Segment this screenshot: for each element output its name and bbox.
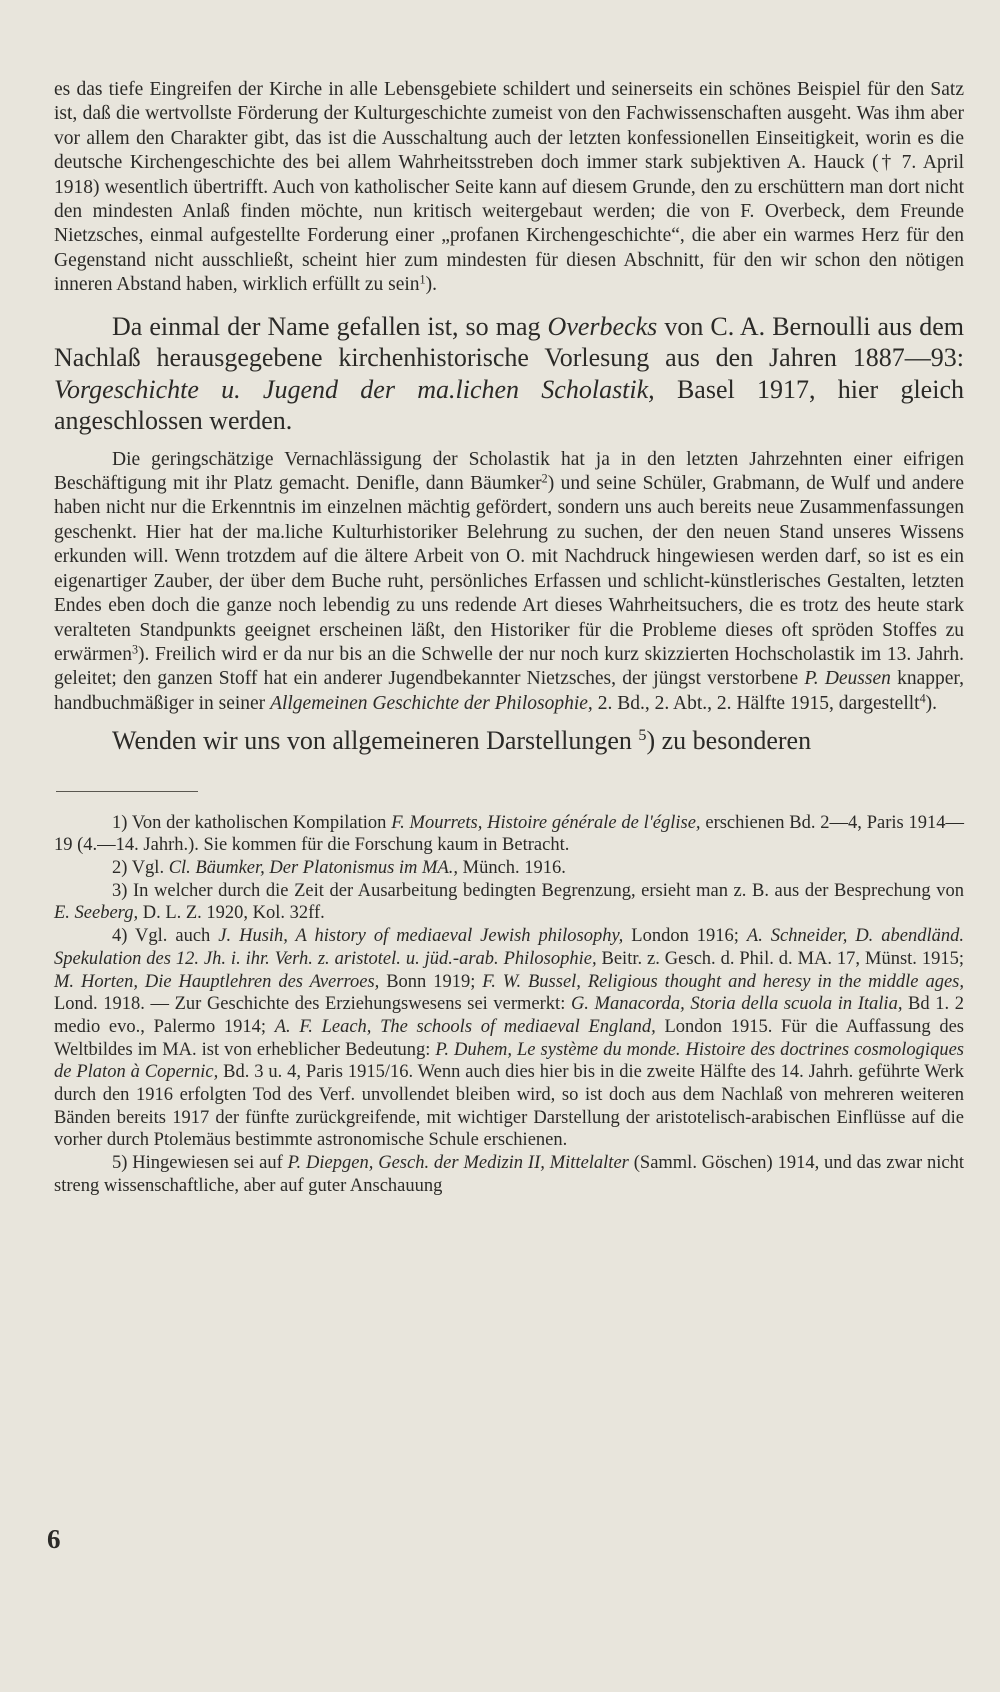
italic-run: M. Horten, Die Hauptlehren des Averroes, xyxy=(54,971,380,992)
text-run: (Samml. Göschen) 1914, und das zwar nicht streng wissenschaftliche, aber auf guter Anschauung xyxy=(54,1153,965,1196)
text-run: 4) Vgl. auch xyxy=(112,926,219,947)
footnote-1 xyxy=(54,812,964,857)
text-run: Beitr. z. Gesch. d. Phil. d. MA. 17, Münst. 1915; xyxy=(596,948,964,969)
footnote-5 xyxy=(54,1152,964,1197)
text-run: ) zu besonderen xyxy=(646,726,812,756)
text-run: Bonn 1919; xyxy=(379,971,483,992)
text-run: 2. Bd., 2. Abt., 2. Hälfte 1915, dargestellt xyxy=(592,692,920,714)
footnote-3 xyxy=(54,880,964,925)
italic-run: A. Schneider, D. abendländ. Spekulation des 12. Jh. i. ihr. Verh. z. aristotel. u. jüd.-arab. Philosophie, xyxy=(54,926,964,969)
paragraph-1-end: ). xyxy=(425,274,437,296)
italic-run: J. Husih, A history of mediaeval Jewish philosophy, xyxy=(218,926,624,947)
footnote-2 xyxy=(54,857,964,880)
italic-run: P. Duhem, Le système du monde. Histoire des doctrines cosmologiques de Platon à Copernic, xyxy=(54,1039,964,1083)
italic-run: G. Manacorda, Storia della scuola in Italia, xyxy=(570,994,903,1015)
italic-run: Cl. Bäumker, Der Platonismus im MA., xyxy=(168,858,459,879)
paragraph-scholastik xyxy=(54,448,964,716)
italic-run: F. Mourrets, Histoire générale de l'église, xyxy=(391,812,701,833)
text-run: von C. A. Bernoulli aus dem Nachlaß herausgegebene kirchenhistorische Vorlesung aus den Jahren 1887—93: xyxy=(54,311,964,373)
footnote-ref-4: 4 xyxy=(919,691,926,706)
text-run: ). xyxy=(925,692,938,714)
footnote-4 xyxy=(54,925,964,1152)
text-run: Münch. 1916. xyxy=(458,858,566,879)
italic-deussen-title: Allgemeinen Geschichte der Philosophie, xyxy=(270,692,593,714)
italic-overbecks: Overbecks xyxy=(547,311,658,341)
paragraph-wenden xyxy=(54,725,964,757)
text-run: ). Freilich wird er da nur bis an die Schwelle der nur noch kurz skizzierten Hochscholastik im 13. Jahrh. geleitet; den ganzen Stoff hat ein anderer Jugendbekannter Nietzsches, der jüngst verstorbene xyxy=(54,643,964,690)
text-run: Bd 1. 2 medio evo., Palermo 1914; xyxy=(54,994,964,1037)
italic-run: E. Seeberg, xyxy=(54,903,139,924)
text-run: ) und seine Schüler, Grabmann, de Wulf und andere haben nicht nur die Erkenntnis im einzelnen mächtig gefördert, sondern uns auch bereits neue Zusammenfassungen geschenkt. Hier hat der ma.liche Kulturhistoriker Belehrung zu suchen, der den neuen Stand unseres Wissens erkunden will. Wenn trotzdem auf die ältere Arbeit von O. mit Nachdruck hingewiesen werden darf, so ist es ein eigenartiger Zauber, der über dem Buche ruht, persönliches Erfassen und schlicht-künstlerisches Gestalten, letzten Endes eben doch die ganze noch lebendig zu uns redende Art dieses Wahrheitsuchers, die es trotz des heute stark veralteten Standpunkts geeignet erscheinen läßt, den Historiker für die Probleme dieses oft spröden Stoffes zu erwärmen xyxy=(54,473,964,665)
text-run: 1) Von der katholischen Kompilation xyxy=(112,812,392,833)
text-run: erschienen Bd. 2—4, Paris 1914—19 (4.—14. Jahrh.). Sie kommen für die Forschung kaum in Betracht. xyxy=(54,812,964,856)
text-run: London 1915. Für die Auffassung des Weltbildes im MA. ist von erheblicher Bedeutung: xyxy=(54,1016,964,1060)
page-number: 6 xyxy=(47,1524,61,1554)
text-run: 2) Vgl. xyxy=(112,858,169,879)
text-run: Die geringschätzige Vernachlässigung der Scholastik hat ja in den letzten Jahrzehnten einer eifrigen Beschäftigung mit ihr Platz gemacht. Denifle, dann Bäumker xyxy=(54,448,964,495)
paragraph-1 xyxy=(54,78,964,298)
footnote-ref-1: 1 xyxy=(419,272,426,287)
paragraph-1-text: es das tiefe Eingreifen der Kirche in alle Lebensgebiete schildert und seinerseits ein schönes Beispiel für den Satz ist, daß die wertvollste Förderung der Kulturgeschichte zumeist von den Fachwissenschaften ausgeht. Was ihm aber vor allem den Charakter gibt, das ist die Ausschaltung auch der letzten konfessionellen Einseitigkeit, worin es die deutsche Kirchengeschichte des bei allem Wahrheitsstreben doch immer stark subjektiven A. Hauck († 7. April 1918) wesentlich übertrifft. Auch von katholischer Seite kann auf diesem Grunde, den zu erschüttern man dort nicht den mindesten Anlaß finden möchte, nun kritisch weitergebaut werden; die von F. Overbeck, dem Freunde Nietzsches, einmal aufgestellte Forderung einer „profanen Kirchengeschichte“, die aber ein warmes Herz für den Gegenstand nicht ausschließt, scheint hier zum mindesten für diesen Abschnitt, für den wir schon den nötigen inneren Abstand haben, wirklich erfüllt zu sein xyxy=(54,79,964,296)
text-run: 5) Hingewiesen sei auf xyxy=(112,1153,288,1174)
italic-run: F. W. Bussel, Religious thought and heresy in the middle ages, xyxy=(482,971,964,992)
text-run: 3) In welcher durch die Zeit der Ausarbeitung bedingten Begrenzung, ersieht man z. B. aus der Besprechung von xyxy=(112,880,964,901)
italic-run: P. Diepgen, Gesch. der Medizin II, Mittelalter xyxy=(287,1153,629,1174)
italic-run: A. F. Leach, The schools of mediaeval England, xyxy=(274,1016,656,1037)
text-run: Basel 1917, hier gleich angeschlossen werden. xyxy=(54,374,964,436)
text-run: Bd. 3 u. 4, Paris 1915/16. Wenn auch dies hier bis in die zweite Hälfte des 14. Jahrh. geführte Werk durch den 1916 erfolgten Tod des Verf. unvollendet bleiben wird, so ist doch aus dem Nachlaß von mehreren weiteren Bänden bereits 1917 der fünfte zurückgreifende, mit wichtiger Darstellung der aristotelisch-arabischen Einflüsse auf die vorher durch Ptolemäus bestimmte astronomische Schule erschienen. xyxy=(54,1062,964,1151)
text-run: Lond. 1918. — Zur Geschichte des Erziehungswesens sei vermerkt: xyxy=(54,994,571,1015)
text-run: D. L. Z. 1920, Kol. 32ff. xyxy=(138,903,325,924)
italic-deussen: P. Deussen xyxy=(804,668,891,690)
footnote-divider xyxy=(56,791,198,792)
text-run: London 1916; xyxy=(623,926,747,947)
text-run: knapper, handbuchmäßiger in seiner xyxy=(54,668,964,714)
footnote-ref-5: 5 xyxy=(638,727,647,745)
paragraph-overbeck xyxy=(54,311,964,437)
footnote-ref-2: 2 xyxy=(541,471,548,486)
italic-book-title: Vorgeschichte u. Jugend der ma.lichen Scholastik, xyxy=(54,374,655,404)
text-run: Da einmal der Name gefallen ist, so mag xyxy=(112,311,548,341)
footnote-ref-3: 3 xyxy=(131,642,138,657)
text-run: Wenden wir uns von allgemeineren Darstellungen xyxy=(112,726,639,756)
